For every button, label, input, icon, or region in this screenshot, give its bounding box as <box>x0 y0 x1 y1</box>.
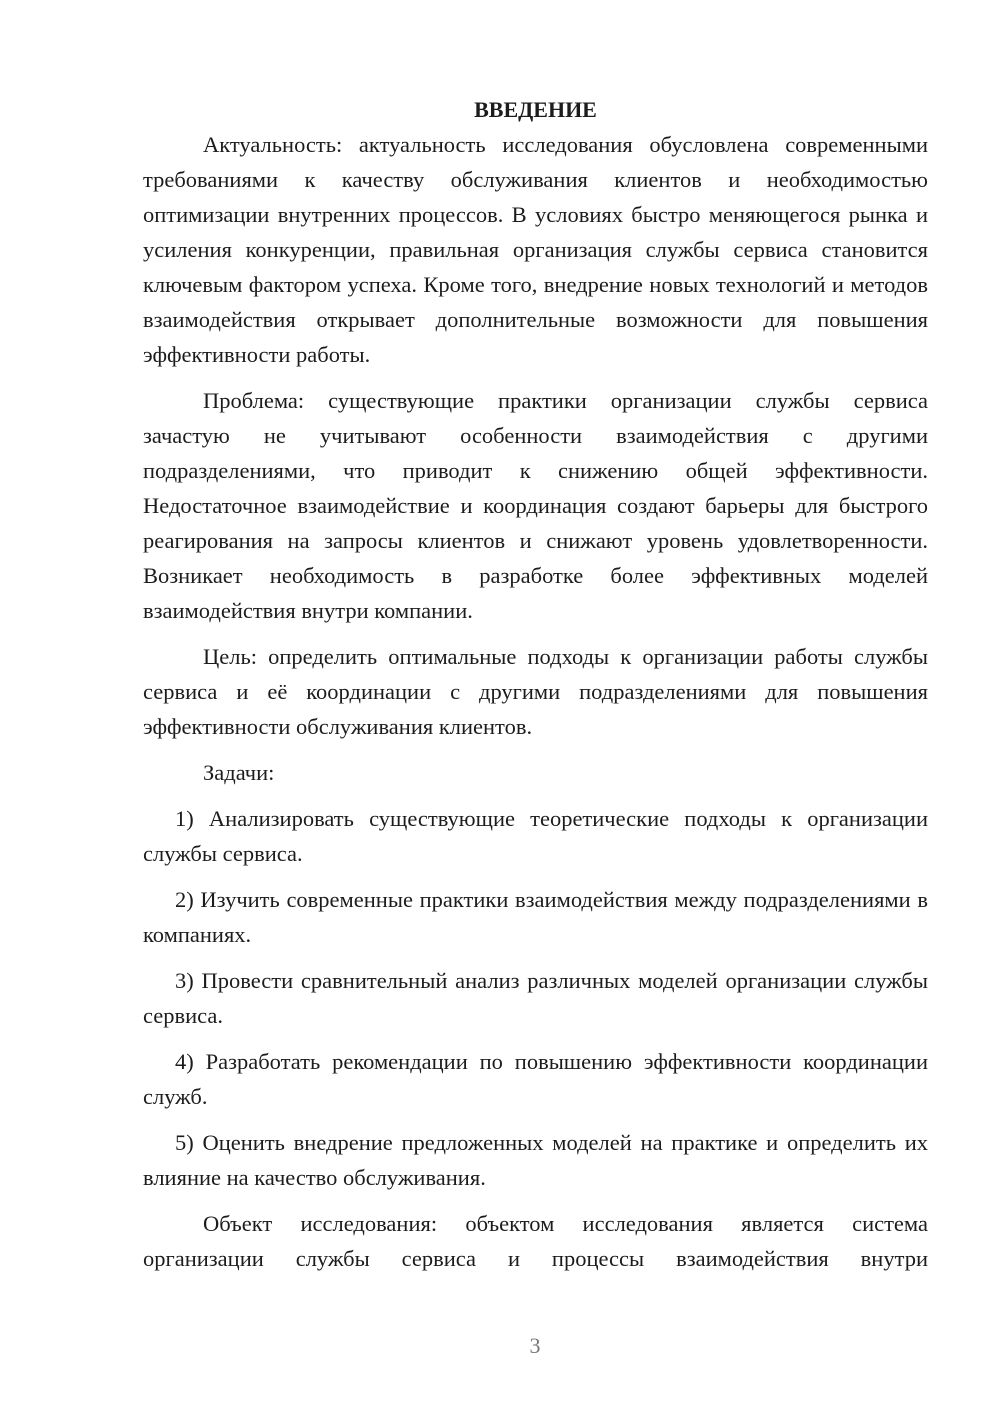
section-heading: ВВЕДЕНИЕ <box>474 97 597 122</box>
task-item: 4) Разработать рекомендации по повышению эффективности координации служб. <box>143 1049 928 1109</box>
paragraph-relevance: Актуальность: актуальность исследования обусловлена современными требованиями к качеству обслуживания клиентов и необходимостью оптимизации внутренних процессов. В условиях быстро меняющегося рынка и усиления конкуренции, правильная организация службы сервиса становится ключевым фактором успеха. Кроме того, внедрение новых технологий и методов взаимодействия открывает дополнительные возможности для повышения эффективности работы. <box>143 132 928 367</box>
task-item: 3) Провести сравнительный анализ различных моделей организации службы сервиса. <box>143 968 928 1028</box>
page-number: 3 <box>529 1333 541 1358</box>
task-item: 5) Оценить внедрение предложенных моделей на практике и определить их влияние на качество обслуживания. <box>143 1130 928 1190</box>
tasks-label: Задачи: <box>203 760 275 785</box>
page-content <box>143 92 928 1276</box>
paragraph-object: Объект исследования: объектом исследования является система организации службы сервиса и процессы взаимодействия внутри <box>143 1211 928 1271</box>
task-item: 2) Изучить современные практики взаимодействия между подразделениями в компаниях. <box>143 887 928 947</box>
paragraph-goal: Цель: определить оптимальные подходы к организации работы службы сервиса и её координации с другими подразделениями для повышения эффективности обслуживания клиентов. <box>143 644 928 739</box>
task-item: 1) Анализировать существующие теоретические подходы к организации службы сервиса. <box>143 806 928 866</box>
paragraph-problem: Проблема: существующие практики организации службы сервиса зачастую не учитывают особенности взаимодействия с другими подразделениями, что приводит к снижению общей эффективности. Недостаточное взаимодействие и координация создают барьеры для быстрого реагирования на запросы клиентов и снижают уровень удовлетворенности. Возникает необходимость в разработке более эффективных моделей взаимодействия внутри компании. <box>143 388 928 623</box>
